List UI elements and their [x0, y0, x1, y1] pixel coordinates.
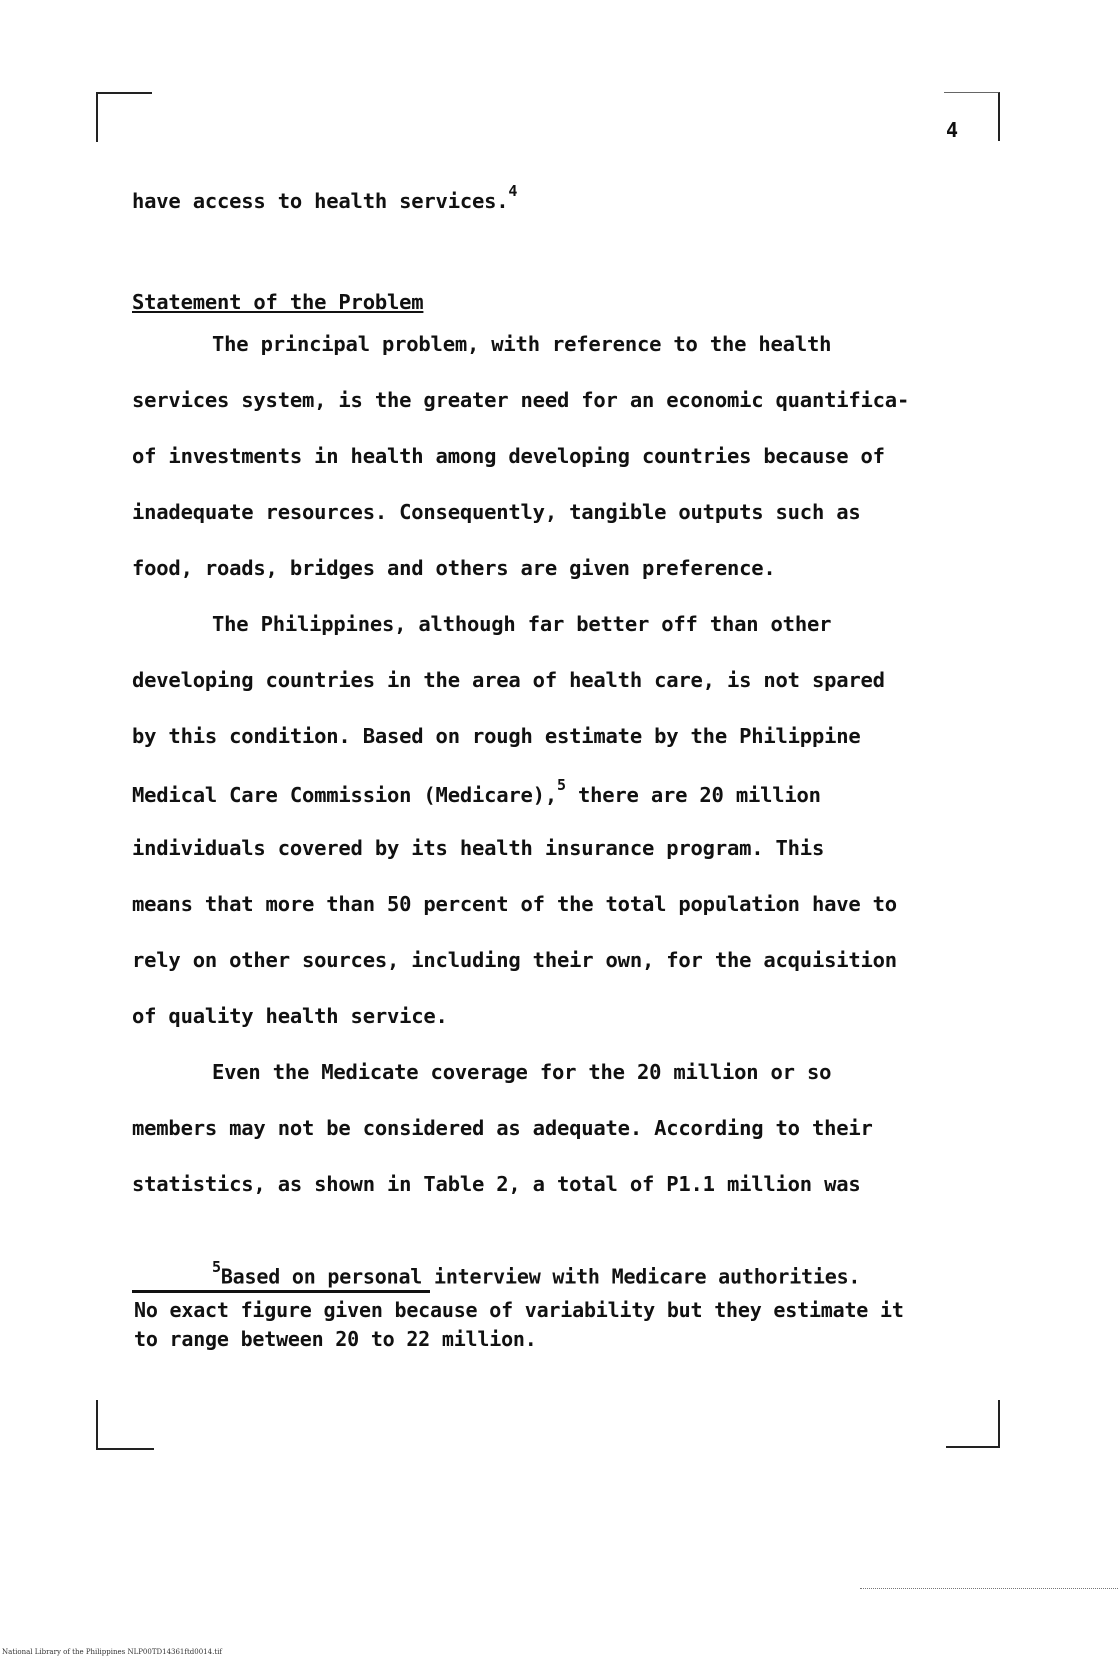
paragraph-line: food, roads, bridges and others are given preference.	[132, 556, 776, 580]
paragraph-line: services system, is the greater need for an economic quantifica-	[132, 388, 910, 412]
paragraph-line: individuals covered by its health insurance program. This	[132, 836, 825, 860]
paragraph-line	[132, 776, 821, 807]
paragraph-line: inadequate resources. Consequently, tangible outputs such as	[132, 500, 861, 524]
paragraph-line: by this condition. Based on rough estimate by the Philippine	[132, 724, 861, 748]
paragraph-line: The principal problem, with reference to the health	[212, 332, 832, 356]
paragraph-line: rely on other sources, including their own, for the acquisition	[132, 948, 897, 972]
scan-corner-top-left	[96, 92, 152, 142]
footnote-line: No exact figure given because of variability but they estimate it	[134, 1298, 904, 1322]
paragraph-line: developing countries in the area of health care, is not spared	[132, 668, 885, 692]
footnote-line	[212, 1258, 861, 1289]
paragraph-line: of investments in health among developing countries because of	[132, 444, 885, 468]
paragraph-line: The Philippines, although far better off than other	[212, 612, 832, 636]
section-heading: Statement of the Problem	[132, 290, 424, 314]
footnote-text: Based on personal interview with Medicare authorities.	[220, 1264, 861, 1289]
footnote-divider	[132, 1290, 430, 1293]
paragraph-line: of quality health service.	[132, 1004, 448, 1028]
text-line	[132, 182, 518, 213]
paragraph-line: statistics, as shown in Table 2, a total of P1.1 million was	[132, 1172, 861, 1196]
footnote-marker: 5	[212, 1258, 221, 1276]
footnote-ref: 4	[508, 182, 518, 200]
line-text: there are 20 million	[565, 782, 821, 807]
paragraph-line: members may not be considered as adequate. According to their	[132, 1116, 873, 1140]
scan-caption: National Library of the Philippines NLP00TD14361ftd0014.tif	[2, 1648, 222, 1656]
page-number: 4	[946, 118, 959, 142]
scan-edge-line	[860, 1588, 1118, 1589]
footnote-line: to range between 20 to 22 million.	[134, 1327, 537, 1351]
paragraph-line: means that more than 50 percent of the total population have to	[132, 892, 897, 916]
line-text: have access to health services.	[132, 188, 509, 213]
scan-corner-bottom-right	[946, 1400, 1000, 1448]
paragraph-line: Even the Medicate coverage for the 20 million or so	[212, 1060, 832, 1084]
footnote-ref: 5	[556, 776, 566, 794]
line-text: Medical Care Commission (Medicare),	[132, 782, 557, 807]
scan-corner-bottom-left	[96, 1400, 154, 1450]
